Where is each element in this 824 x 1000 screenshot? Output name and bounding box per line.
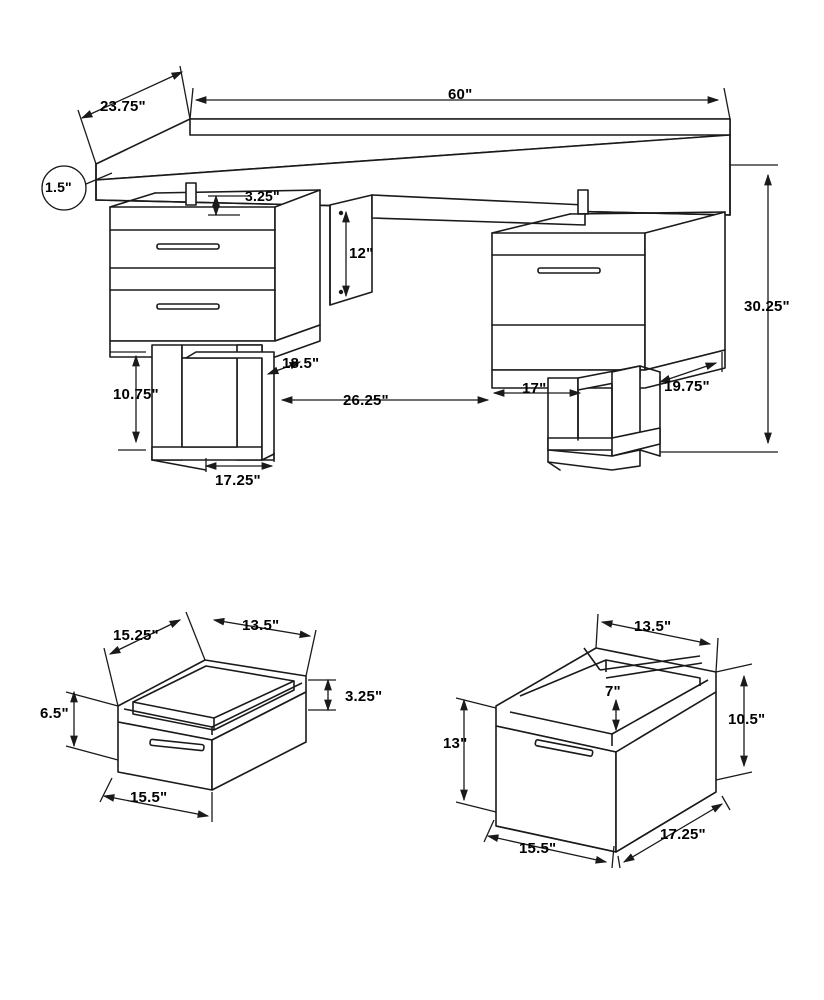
dim-knee-space-width: 26.25" bbox=[343, 392, 389, 409]
dim-file-drawer-depth: 17.25" bbox=[660, 826, 706, 843]
dim-small-drawer-height: 6.5" bbox=[40, 705, 69, 722]
dim-desk-width: 60" bbox=[448, 86, 473, 103]
dim-right-pedestal-width: 17" bbox=[522, 380, 547, 397]
desk-outline bbox=[96, 119, 730, 470]
dim-small-drawer-side-depth: 15.25" bbox=[113, 627, 159, 644]
dim-small-drawer-face-height: 3.25" bbox=[245, 188, 280, 204]
dim-file-drawer-side-height: 10.5" bbox=[728, 711, 766, 728]
dim-leg-height: 10.75" bbox=[113, 386, 159, 403]
dim-desk-depth: 23.75" bbox=[100, 98, 146, 115]
dim-left-foot-depth: 17.25" bbox=[215, 472, 261, 489]
dim-top-thickness: 1.5" bbox=[45, 179, 72, 195]
file-drawer-outline bbox=[496, 648, 716, 852]
dim-small-drawer-front-width: 15.5" bbox=[130, 789, 168, 806]
dim-desk-height: 30.25" bbox=[744, 298, 790, 315]
dim-left-pedestal-width: 18.5" bbox=[282, 355, 320, 372]
dim-file-drawer-height: 13" bbox=[443, 735, 468, 752]
dim-file-drawer-inner-height: 7" bbox=[605, 683, 621, 700]
dim-right-foot-depth: 19.75" bbox=[664, 378, 710, 395]
dim-pedestal-opening-height: 12" bbox=[349, 245, 374, 262]
dim-small-drawer-inner-height: 3.25" bbox=[345, 688, 383, 705]
dim-small-drawer-width-top: 13.5" bbox=[242, 617, 280, 634]
small-drawer-outline bbox=[118, 660, 306, 790]
dim-file-drawer-width-top: 13.5" bbox=[634, 618, 672, 635]
dim-file-drawer-front-width: 15.5" bbox=[519, 840, 557, 857]
